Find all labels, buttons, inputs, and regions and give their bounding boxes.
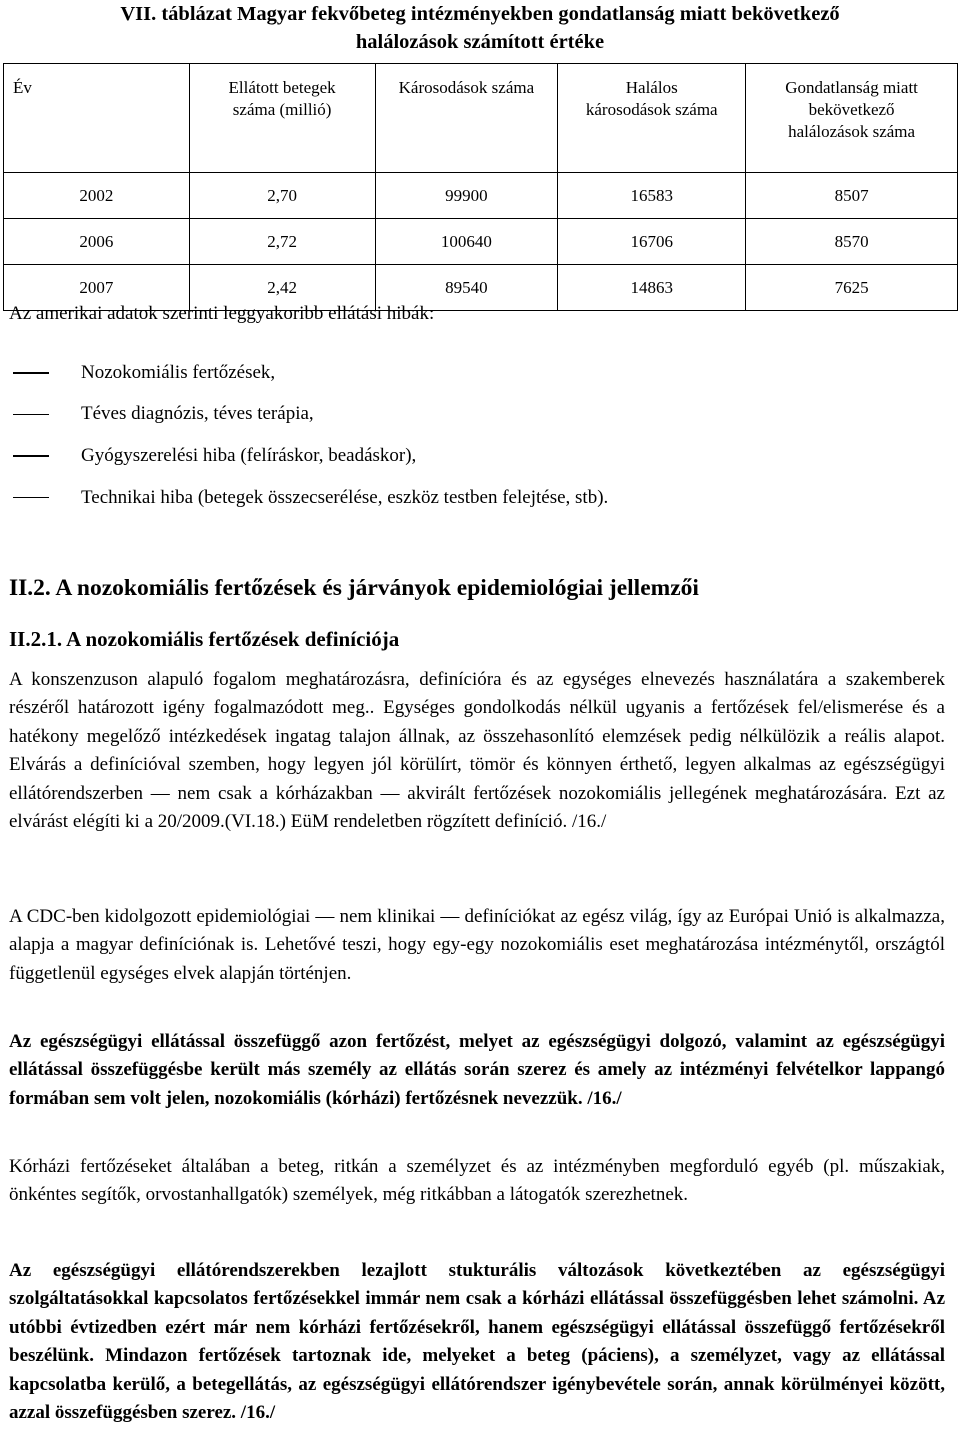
table-cell: 16706 (558, 219, 746, 265)
table-caption (0, 0, 960, 56)
list-item: Technikai hiba (betegek összecserélése, eszköz testben felejtése, stb). (13, 477, 608, 519)
dash-bullet-icon (13, 455, 49, 457)
table-caption-line-1: VII. táblázat Magyar fekvőbeteg intézményekben gondatlanság miatt bekövetkező (120, 3, 840, 25)
paragraph-3: Kórházi fertőzéseket általában a beteg, ritkán a személyzet és az intézményben megforduló egyéb (pl. műszakiak, önkéntes segítők, orvostanhallgatók) személyek, még ritkábban a látogatók szerezhetnek. (9, 1156, 945, 1206)
table-cell: 2002 (4, 173, 190, 219)
section-heading: II.2. A nozokomiális fertőzések és járványok epidemiológiai jellemzői (9, 575, 699, 601)
dash-bullet-icon (13, 372, 49, 374)
header-patients: Ellátott betegek száma (millió) (189, 64, 375, 173)
list-intro: Az amerikai adatok szerinti leggyakoribb ellátási hibák: (9, 303, 435, 324)
list-item: Nozokomiális fertőzések, (13, 352, 608, 394)
header-negligence-deaths: Gondatlanság miatt bekövetkező halálozások száma (746, 64, 958, 173)
table-row (4, 219, 958, 265)
table-cell: 8507 (746, 173, 958, 219)
table-row (4, 173, 958, 219)
table-cell: 8570 (746, 219, 958, 265)
table-cell: 100640 (375, 219, 558, 265)
table-cell: 2,72 (189, 219, 375, 265)
paragraph-2: A CDC-ben kidolgozott epidemiológiai — nem klinikai — definíciókat az egész világ, így az Európai Unió is alkalmazza, alapja a magyar definíciónak is. Lehetővé teszi, hogy egy-egy nozokomiális eset meghatározása intézménytől, országtól függetlenül egységes elvek alapján történjen. (9, 906, 945, 984)
table-header-row (4, 64, 958, 173)
dash-bullet-icon (13, 497, 49, 499)
paragraph-definition: Az egészségügyi ellátással összefüggő azon fertőzést, melyet az egészségügyi dolgozó, valamint az egészségügyi ellátással összefüggésbe került más személy az ellátás során szerez és amely az intézményi felvételkor lappangó formában sem volt jelen, nozokomiális (kórházi) fertőzésnek nevezzük. /16./ (9, 1031, 945, 1109)
list-item: Gyógyszerelési hiba (felíráskor, beadáskor), (13, 435, 608, 477)
header-fatal-injuries: Halálos károsodások száma (558, 64, 746, 173)
table-cell: 16583 (558, 173, 746, 219)
table-cell: 2,70 (189, 173, 375, 219)
table-cell: 14863 (558, 265, 746, 311)
error-list (13, 352, 608, 518)
table-cell: 89540 (375, 265, 558, 311)
dash-bullet-icon (13, 414, 49, 416)
mortality-table (3, 63, 958, 311)
paragraph-4: Az egészségügyi ellátórendszerekben lezajlott stukturális változások következtében az egészségügyi szolgáltatásokkal kapcsolatos fertőzésekkel immár nem csak a kórházi ellátással összefüggésben lehet számolni. Az utóbbi évtizedben ezért már nem kórházi fertőzésekről, hanem egészségügyi ellátással összefüggő fertőzésekről beszélünk. Mindazon fertőzések tartoznak ide, melyeket a beteg (páciens), a személyzet, vagy az ellátással kapcsolatba kerülő, a betegellátás, az egészségügyi ellátórendszer igénybevétele során, annak körülményei között, azzal összefüggésben szerez. /16./ (9, 1260, 945, 1424)
table-cell: 2006 (4, 219, 190, 265)
header-year: Év (4, 64, 190, 173)
table-cell: 2,42 (189, 265, 375, 311)
subsection-heading: II.2.1. A nozokomiális fertőzések definíciója (9, 627, 400, 651)
list-item: Téves diagnózis, téves terápia, (13, 394, 608, 436)
table-caption-line-2: halálozások számított értéke (355, 31, 605, 53)
paragraph-1: A konszenzuson alapuló fogalom meghatározásra, definícióra és az egységes elnevezés használatára a szakemberek részéről határozott igény fogalmazódott meg.. Egységes gondolkodás nélkül ugyanis a fertőzések fel/elismerése és a hatékony megelőző intézkedések ingatag talajon állnak, az összehasonlító elemzések pedig nélkülözik a reális alapot. Elvárás a definícióval szemben, hogy legyen jól körülírt, tömör és könnyen érthető, legyen alkalmas az egészségügyi ellátórendszerben — nem csak a kórházakban — akvirált fertőzések nozokomiális jellegének meghatározására. Ezt az elvárást elégíti ki a 20/2009.(VI.18.) EüM rendeletben rögzített definíció. /16./ (9, 669, 945, 833)
table-cell: 99900 (375, 173, 558, 219)
table-cell: 2007 (4, 265, 190, 311)
table-cell: 7625 (746, 265, 958, 311)
header-injuries: Károsodások száma (375, 64, 558, 173)
